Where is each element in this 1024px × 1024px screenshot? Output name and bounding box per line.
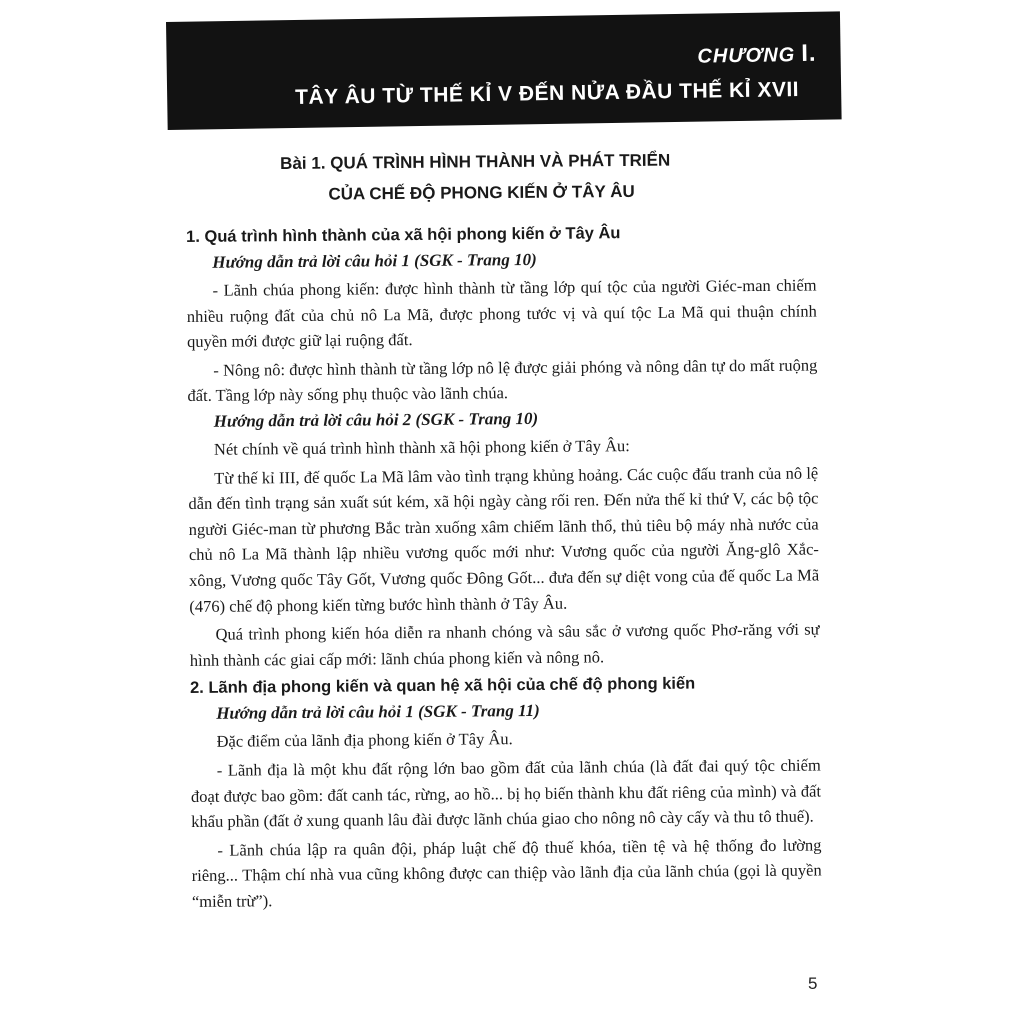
section-1-paragraph-1: - Lãnh chúa phong kiến: được hình thành từ tầng lớp quí tộc của người Giéc-man chiếm nhiều ruộng đất của chủ nô La Mã, được phong tước vị và quí tộc La Mã qui thuận chính quyền mới được giữ lại ruộng đất. bbox=[186, 275, 817, 352]
lesson-label: Bài 1. bbox=[280, 153, 326, 173]
chapter-word: CHƯƠNG bbox=[697, 44, 796, 68]
section-2-guide-1: Hướng dẫn trả lời câu hỏi 1 (SGK - Trang 11) bbox=[216, 701, 540, 724]
chapter-banner bbox=[166, 11, 842, 130]
chapter-label bbox=[697, 40, 817, 70]
chapter-number: I. bbox=[801, 39, 817, 68]
section-1-paragraph-2: - Nông nô: được hình thành từ tầng lớp nô lệ được giải phóng và nông dân tự do mất ruộng đất. Tầng lớp này sống phụ thuộc vào lãnh chúa. bbox=[187, 355, 818, 406]
page-content bbox=[186, 217, 822, 915]
section-2-paragraph-2: - Lãnh địa là một khu đất rộng lớn bao gồm đất của lãnh chúa (là đất đai quý tộc chiếm đoạt được bao gồm: đất canh tác, rừng, ao hồ... bị họ biến thành khu đất riêng của mình) và đất khẩu phần (đất ở xung quanh lâu đài được lãnh chúa giao cho nông nô cày cấy và thu tô thuế). bbox=[190, 755, 822, 832]
section-2-heading: 2. Lãnh địa phong kiến và quan hệ xã hội của chế độ phong kiến bbox=[189, 674, 696, 698]
section-1-paragraph-4: Từ thế kỉ III, đế quốc La Mã lâm vào tình trạng khủng hoảng. Các cuộc đấu tranh của nô lệ dẫn đến tình trạng sản xuất sút kém, xã hội ngày càng rối ren. Đến nửa thế kỉ thứ V, các bộ tộc người Giéc-man từ phương Bắc tràn xuống xâm chiếm lãnh thổ, thủ tiêu bộ máy nhà nước của chủ nô La Mã thành lập nhiều vương quốc mới như: Vương quốc của người Ăng-glô Xắc-xông, Vương quốc Tây Gốt, Vương quốc Đông Gốt... đưa đến sự diệt vong của đế quốc La Mã (476) chế độ phong kiến từng bước hình thành ở Tây Âu. bbox=[188, 463, 820, 616]
lesson-title-line2: CỦA CHẾ ĐỘ PHONG KIẾN Ở TÂY ÂU bbox=[328, 181, 635, 204]
section-1-guide-2: Hướng dẫn trả lời câu hỏi 2 (SGK - Trang 10) bbox=[213, 408, 539, 431]
lesson-title bbox=[280, 143, 801, 210]
part-title: TÂY ÂU TỪ THẾ KỈ V ĐẾN NỬA ĐẦU THẾ KỈ XVII bbox=[295, 78, 800, 109]
section-1-guide-1: Hướng dẫn trả lời câu hỏi 1 (SGK - Trang 10) bbox=[212, 249, 537, 272]
page-number: 5 bbox=[808, 974, 818, 993]
section-2-paragraph-1: Đặc điểm của lãnh địa phong kiến ở Tây Âu. bbox=[216, 729, 513, 752]
section-1-paragraph-3: Nét chính về quá trình hình thành xã hội phong kiến ở Tây Âu: bbox=[213, 436, 630, 459]
section-1-paragraph-5: Quá trình phong kiến hóa diễn ra nhanh chóng và sâu sắc ở vương quốc Phơ-răng với sự hình thành các giai cấp mới: lãnh chúa phong kiến và nông nô. bbox=[189, 619, 820, 670]
section-1-heading: 1. Quá trình hình thành của xã hội phong kiến ở Tây Âu bbox=[186, 224, 621, 246]
lesson-title-line1: QUÁ TRÌNH HÌNH THÀNH VÀ PHÁT TRIỂN bbox=[330, 150, 671, 173]
section-2-paragraph-3: - Lãnh chúa lập ra quân đội, pháp luật chế độ thuế khóa, tiền tệ và hệ thống đo lường riêng... Thậm chí nhà vua cũng không được can thiệp vào lãnh địa của lãnh chúa (gọi là quyền “miễn trừ”). bbox=[191, 835, 822, 911]
